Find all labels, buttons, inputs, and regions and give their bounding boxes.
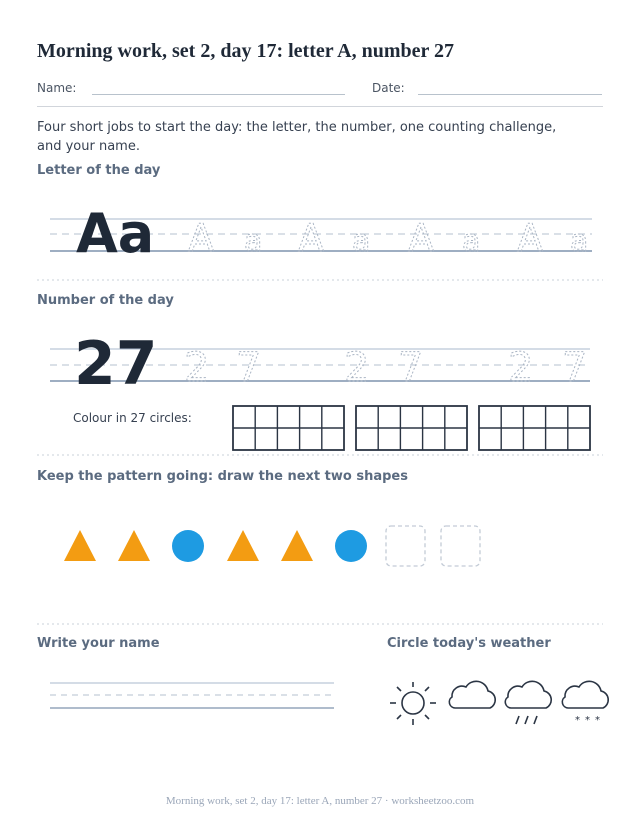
trace-letter[interactable]: a (462, 224, 481, 259)
trace-letter[interactable]: A (408, 216, 434, 260)
trace-letter[interactable]: a (352, 224, 371, 259)
date-line[interactable] (418, 94, 602, 95)
number-guide-lines (50, 349, 590, 381)
sun-icon[interactable] (390, 682, 436, 725)
ten-frame[interactable] (479, 406, 590, 450)
name-section-title: Write your name (37, 636, 160, 651)
pattern-section-title: Keep the pattern going: draw the next two shapes (37, 469, 408, 484)
rain-cloud-icon[interactable] (505, 681, 551, 724)
ten-frames[interactable] (233, 406, 590, 450)
pattern-row (64, 526, 480, 566)
svg-text:*: * (585, 715, 590, 726)
header-divider (37, 106, 603, 107)
ten-frame[interactable] (233, 406, 344, 450)
page-title: Morning work, set 2, day 17: letter A, number 27 (37, 40, 455, 62)
trace-letter[interactable]: A (188, 216, 214, 260)
ten-frame[interactable] (356, 406, 467, 450)
name-writing-lines[interactable] (50, 683, 334, 708)
trace-digit[interactable]: 2 (508, 345, 534, 391)
model-number: 27 (74, 329, 158, 399)
letter-trace-row (188, 216, 588, 260)
trace-digit[interactable]: 2 (344, 345, 370, 391)
number-trace-row (184, 345, 587, 391)
triangle-shape (64, 530, 96, 561)
letter-guide-lines (50, 219, 592, 251)
name-label: Name: (37, 81, 77, 95)
letter-section-title: Letter of the day (37, 163, 161, 178)
svg-text:*: * (595, 715, 600, 726)
trace-letter[interactable]: a (570, 224, 589, 259)
blank-shape-box[interactable] (441, 526, 480, 566)
svg-text:*: * (575, 715, 580, 726)
footer: Morning work, set 2, day 17: letter A, number 27 · worksheetzoo.com (165, 795, 475, 807)
blank-shape-box[interactable] (386, 526, 425, 566)
date-label: Date: (372, 81, 405, 95)
triangle-shape (281, 530, 313, 561)
circles-label: Colour in 27 circles: (73, 411, 192, 425)
name-line[interactable] (92, 94, 345, 95)
circle-shape (172, 530, 204, 562)
weather-section-title: Circle today's weather (387, 636, 551, 651)
trace-letter[interactable]: A (298, 216, 324, 260)
triangle-shape (118, 530, 150, 561)
trace-digit[interactable]: 7 (562, 345, 588, 391)
model-letter: Aa (76, 202, 155, 265)
circle-shape (335, 530, 367, 562)
trace-digit[interactable]: 2 (184, 345, 210, 391)
letter-model (76, 202, 154, 265)
trace-digit[interactable]: 7 (236, 345, 262, 391)
triangle-shape (227, 530, 259, 561)
trace-digit[interactable]: 7 (398, 345, 424, 391)
number-section-title: Number of the day (37, 293, 174, 308)
trace-letter[interactable]: A (517, 216, 543, 260)
cloud-icon[interactable] (449, 681, 495, 708)
trace-letter[interactable]: a (244, 224, 263, 259)
snow-cloud-icon[interactable] (562, 681, 608, 726)
intro-text: Four short jobs to start the day: the letter, the number, one counting challenge, and your name. (37, 120, 557, 154)
